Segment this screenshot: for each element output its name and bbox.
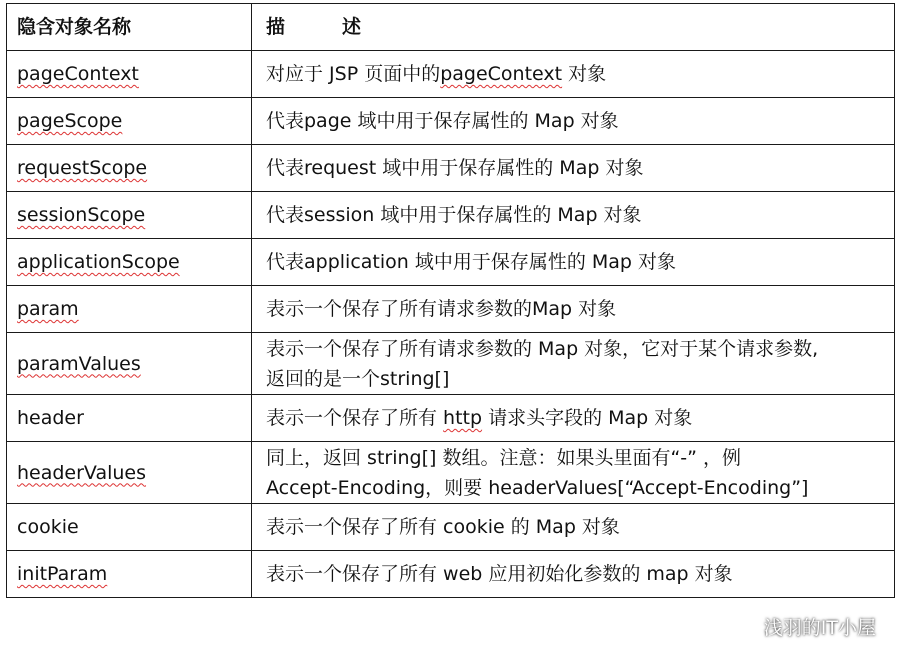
object-name: headerValues: [17, 461, 147, 484]
object-name: applicationScope: [17, 251, 180, 273]
object-description: 同上，返回 string[] 数组。注意：如果头里面有“-” ，例 Accept-Encoding，则要 headerValues[“Accept-Encoding”]: [252, 442, 895, 504]
table-row: [7, 98, 895, 145]
table-row: [7, 239, 895, 286]
object-name: header: [7, 395, 252, 442]
object-description: 表示一个保存了所有请求参数的 Map 对象，它对于某个请求参数, 返回的是一个string[]: [252, 333, 895, 395]
table-row: [7, 333, 895, 395]
object-name: cookie: [7, 504, 252, 551]
object-name: param: [17, 298, 79, 320]
table-row: [7, 504, 895, 551]
object-name: sessionScope: [17, 204, 146, 226]
object-description: 代表page 域中用于保存属性的 Map 对象: [252, 98, 895, 145]
object-description: 代表request 域中用于保存属性的 Map 对象: [252, 145, 895, 192]
table-header-row: [7, 4, 895, 51]
object-description: 表示一个保存了所有 http 请求头字段的 Map 对象: [252, 395, 895, 442]
table-row: [7, 442, 895, 504]
table-row: [7, 145, 895, 192]
object-description: 对应于 JSP 页面中的pageContext 对象: [252, 51, 895, 98]
object-description: 表示一个保存了所有请求参数的Map 对象: [252, 286, 895, 333]
object-description: 表示一个保存了所有 cookie 的 Map 对象: [252, 504, 895, 551]
watermark: [732, 613, 876, 640]
table-row: [7, 286, 895, 333]
object-description: 代表session 域中用于保存属性的 Map 对象: [252, 192, 895, 239]
watermark-text: 浅羽的IT小屋: [763, 617, 876, 639]
object-name: pageScope: [17, 110, 123, 132]
object-description: 代表application 域中用于保存属性的 Map 对象: [252, 239, 895, 286]
object-description: 表示一个保存了所有 web 应用初始化参数的 map 对象: [252, 551, 895, 598]
object-name: paramValues: [17, 352, 141, 375]
object-name: initParam: [17, 563, 108, 585]
table-row: [7, 51, 895, 98]
header-object-name: 隐含对象名称: [7, 4, 252, 51]
object-name: requestScope: [17, 157, 148, 179]
object-name: pageContext: [17, 63, 139, 85]
header-description: 描 述: [252, 4, 895, 51]
table-row: [7, 551, 895, 598]
implicit-objects-table: [6, 3, 895, 598]
wechat-icon: [732, 616, 758, 638]
table-row: [7, 395, 895, 442]
table-row: [7, 192, 895, 239]
